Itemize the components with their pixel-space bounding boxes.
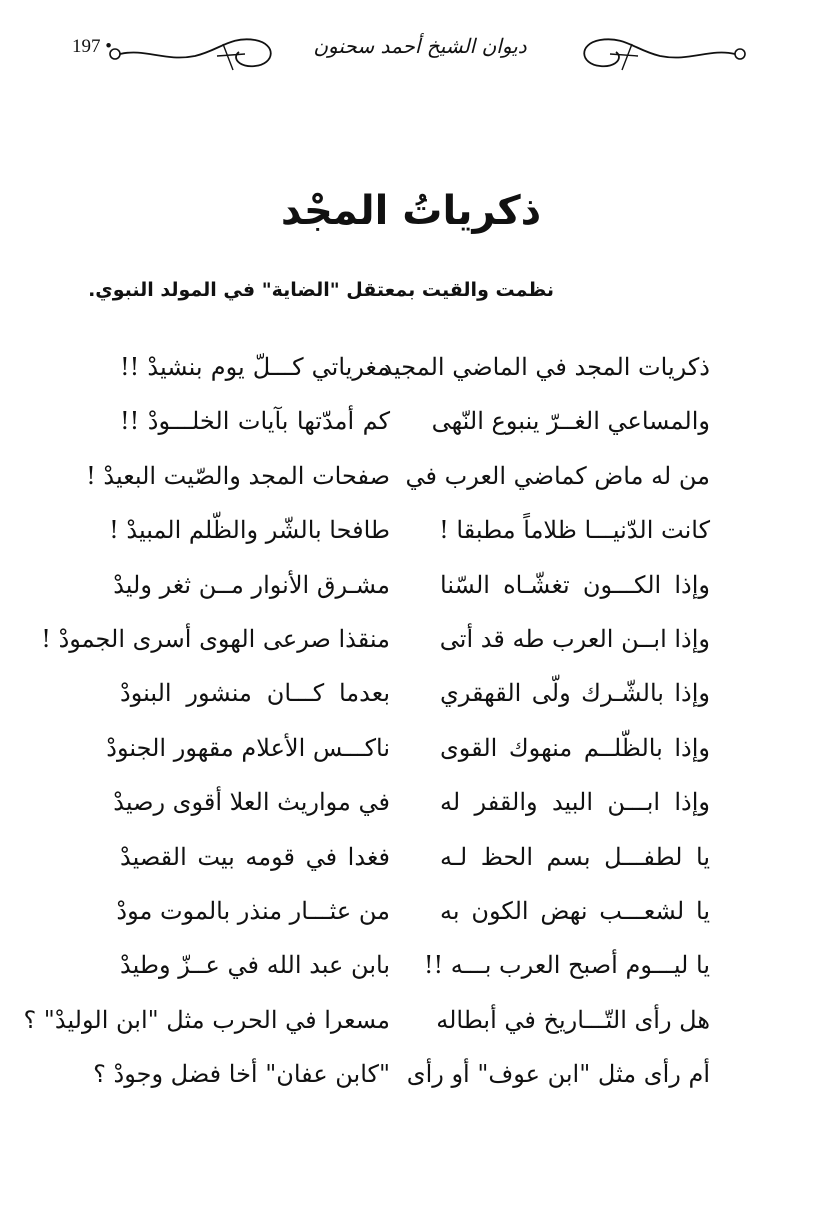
- verse-first-hemistich: والمساعي الغــرّ ينبوع النّهى: [431, 407, 710, 436]
- verse-line: [23, 998, 710, 1052]
- verse-first-hemistich: وإذا بالشّـرك ولّى القهقري: [440, 679, 710, 708]
- verse-line: [93, 1052, 710, 1106]
- poem-title: ذكرياتُ المجْد: [280, 188, 542, 234]
- verse-line: [110, 835, 710, 889]
- verses-list: [23, 345, 710, 1106]
- verse-first-hemistich: وإذا ابـــن البيد والقفر له: [440, 788, 710, 817]
- verse-second-hemistich: مسعرا في الحرب مثل "ابن الوليدْ" ؟: [23, 1005, 390, 1034]
- verse-line: [41, 617, 710, 671]
- verse-second-hemistich: مغرياتي كـــلّ يوم بنشيدْ !!: [120, 353, 390, 381]
- verse-line: [110, 671, 710, 725]
- verse-first-hemistich: يا لشعـــب نهض الكون به: [440, 896, 710, 925]
- verse-line: [110, 889, 710, 943]
- verse-second-hemistich: كم أمدّتها بآيات الخلـــودْ !!: [120, 407, 390, 436]
- verse-second-hemistich: في مواريث العلا أقوى رصيدْ: [113, 788, 390, 817]
- verse-second-hemistich: ناكـــس الأعلام مقهور الجنودْ: [106, 733, 390, 762]
- verse-second-hemistich: منقذا صرعى الهوى أسرى الجمودْ !: [41, 624, 390, 653]
- verse-line: [110, 345, 710, 399]
- verse-line: [86, 454, 710, 508]
- verse-first-hemistich: يا ليـــوم أصبح العرب بـــه !!: [423, 951, 710, 980]
- verse-second-hemistich: مشـرق الأنوار مــن ثغر وليدْ: [113, 570, 390, 599]
- page-header: [0, 18, 822, 88]
- verse-second-hemistich: فغدا في قومه بيت القصيدْ: [120, 842, 390, 871]
- verse-line: [110, 399, 710, 453]
- flourish-ornament-icon: [105, 26, 280, 80]
- verse-second-hemistich: صفحات المجد والصّيت البعيدْ !: [86, 461, 390, 490]
- verse-first-hemistich: أم رأى مثل "ابن عوف" أو رأى: [406, 1060, 710, 1089]
- verse-line: [110, 508, 710, 562]
- verse-line: [110, 780, 710, 834]
- verse-second-hemistich: بابن عبد الله في عــزّ وطيدْ: [120, 951, 390, 980]
- verse-first-hemistich: ذكريات المجد في الماضي المجيد: [381, 353, 710, 381]
- book-title: ديوان الشيخ أحمد سحنون: [313, 34, 527, 58]
- verse-first-hemistich: يا لطفـــل بسم الحظ لـه: [440, 842, 710, 871]
- verse-line: [110, 563, 710, 617]
- verse-first-hemistich: وإذا الكـــون تغشّـاه السّنا: [440, 570, 710, 599]
- verse-first-hemistich: من له ماض كماضي العرب في: [405, 461, 710, 490]
- verse-second-hemistich: طافحا بالشّر والظّلم المبيدْ !: [109, 516, 390, 545]
- verse-first-hemistich: وإذا ابــن العرب طه قد أتى: [439, 624, 710, 653]
- verse-first-hemistich: كانت الدّنيـــا ظلاماً مطبقا !: [439, 516, 710, 545]
- verse-second-hemistich: من عثـــار منذر بالموت مودْ: [116, 896, 390, 925]
- page-number: 197 •: [72, 36, 112, 57]
- verse-line: [110, 943, 710, 997]
- verse-line: [106, 726, 710, 780]
- verse-second-hemistich: "كابن عفان" أخا فضل وجودْ ؟: [93, 1060, 390, 1089]
- verse-second-hemistich: بعدما كـــان منشور البنودْ: [120, 679, 390, 708]
- verse-first-hemistich: هل رأى التّـــاريخ في أبطاله: [436, 1005, 710, 1034]
- verse-first-hemistich: وإذا بالظّلــم منهوك القوى: [440, 733, 710, 762]
- flourish-ornament-icon: [575, 26, 750, 80]
- poem-subtitle: نظمت والقيت بمعتقل "الضاية" في المولد النبوي.: [88, 279, 554, 301]
